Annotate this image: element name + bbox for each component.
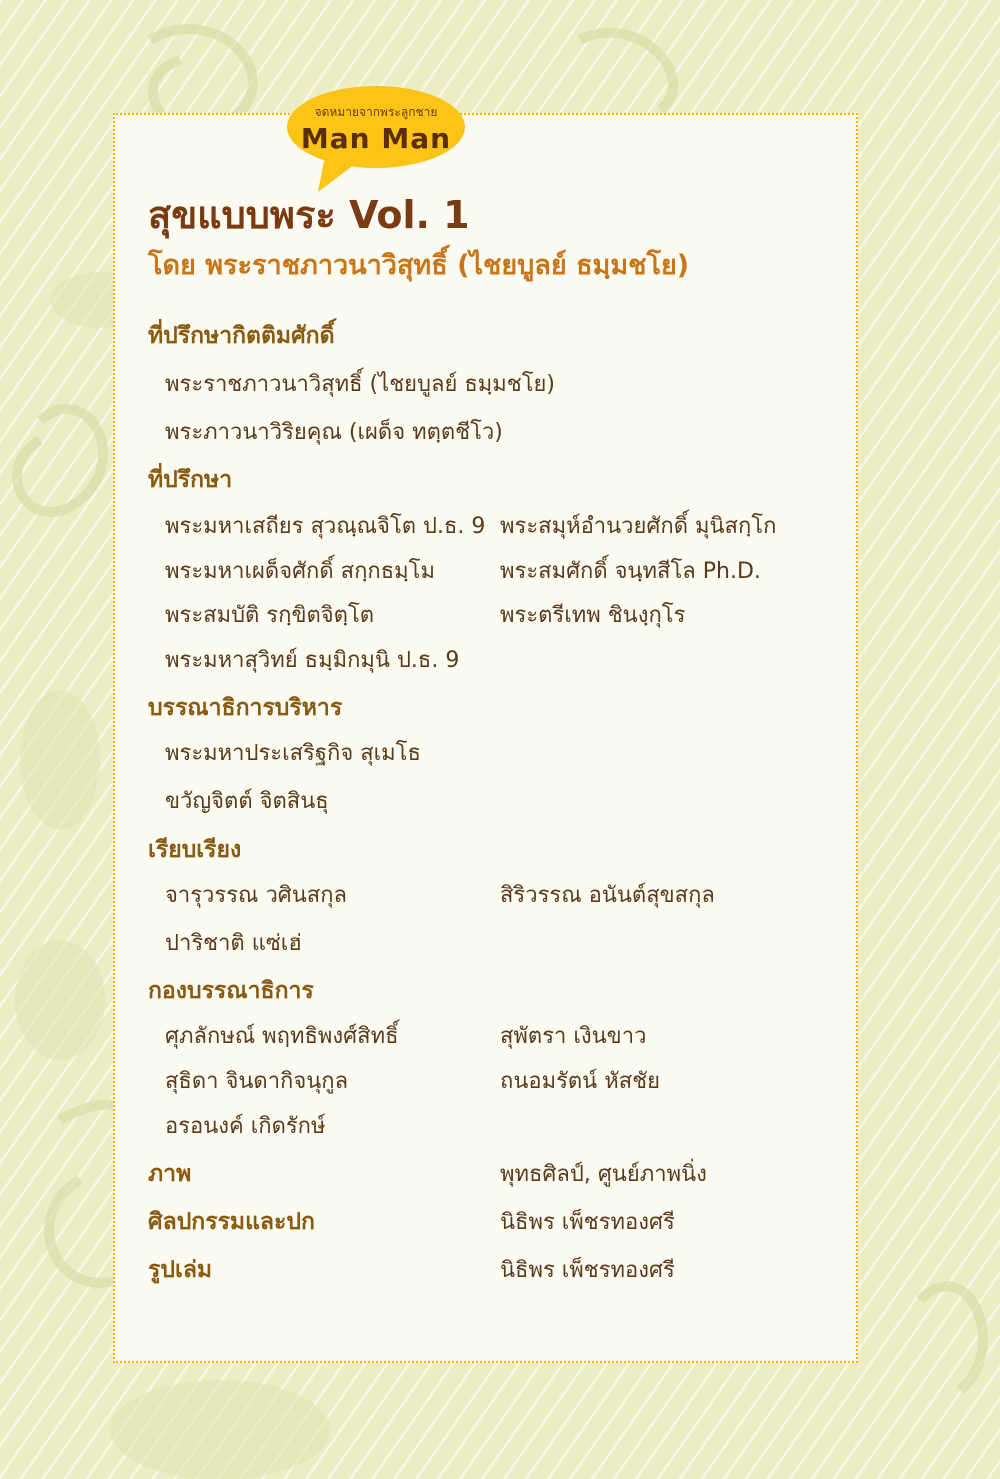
compiler-name: ปาริชาติ แซ่เฮ่ bbox=[165, 931, 302, 956]
compilers-heading: เรียบเรียง bbox=[148, 837, 242, 863]
advisor-name: พระสมบัติ รกฺขิตจิตฺโต bbox=[165, 603, 375, 628]
advisor-name: พระมหาเผด็จศักดิ์ สกฺกธมฺโม bbox=[165, 559, 435, 584]
bubble-big-text: Man Man bbox=[300, 122, 452, 155]
editorial-board-name: ศุภลักษณ์ พฤทธิพงศ์สิทธิ์ bbox=[165, 1024, 399, 1049]
honorary-advisor-name: พระภาวนาวิริยคุณ (เผด็จ ทตฺตชีโว) bbox=[165, 420, 503, 445]
credit-label-art-cover: ศิลปกรรมและปก bbox=[148, 1209, 315, 1235]
advisor-name: พระมหาเสถียร สุวณฺณจิโต ป.ธ. 9 bbox=[165, 514, 486, 539]
editorial-board-name: อรอนงค์ เกิดรักษ์ bbox=[165, 1114, 326, 1139]
compiler-name: สิริวรรณ อนันต์สุขสกุล bbox=[500, 883, 715, 908]
editorial-board-name: ถนอมรัตน์ หัสชัย bbox=[500, 1069, 660, 1094]
honorary-advisors-heading: ที่ปรึกษากิตติมศักดิ์ bbox=[148, 323, 335, 349]
honorary-advisor-name: พระราชภาวนาวิสุทธิ์ (ไชยบูลย์ ธมฺมชโย) bbox=[165, 372, 555, 397]
credit-label-layout: รูปเล่ม bbox=[148, 1257, 213, 1283]
credit-value-art-cover: นิธิพร เพ็ชรทองศรี bbox=[500, 1210, 675, 1235]
book-title: สุขแบบพระ Vol. 1 bbox=[148, 193, 470, 237]
credit-label-photos: ภาพ bbox=[148, 1161, 192, 1187]
credit-value-layout: นิธิพร เพ็ชรทองศรี bbox=[500, 1258, 675, 1283]
bubble-small-text: จดหมายจากพระลูกชาย bbox=[314, 105, 438, 119]
advisor-name: พระตรีเทพ ชินงฺกุโร bbox=[500, 603, 686, 628]
editorial-board-heading: กองบรรณาธิการ bbox=[148, 978, 314, 1004]
executive-editor-name: พระมหาประเสริฐกิจ สุเมโธ bbox=[165, 741, 421, 766]
editorial-board-name: สุธิดา จินดากิจนุกูล bbox=[165, 1069, 349, 1094]
advisor-name: พระมหาสุวิทย์ ธมฺมิกมุนิ ป.ธ. 9 bbox=[165, 648, 460, 673]
executive-editor-name: ขวัญจิตต์ จิตสินธุ bbox=[165, 789, 329, 814]
advisors-heading: ที่ปรึกษา bbox=[148, 467, 233, 493]
advisor-name: พระสมศักดิ์ จนฺทสีโล Ph.D. bbox=[500, 559, 761, 584]
executive-editors-heading: บรรณาธิการบริหาร bbox=[148, 695, 343, 721]
advisor-name: พระสมุห์อำนวยศักดิ์ มุนิสกฺโก bbox=[500, 514, 777, 539]
compiler-name: จารุวรรณ วศินสกุล bbox=[165, 883, 348, 908]
editorial-board-name: สุพัตรา เงินขาว bbox=[500, 1024, 647, 1049]
book-author: โดย พระราชภาวนาวิสุทธิ์ (ไชยบูลย์ ธมฺมชโย) bbox=[148, 250, 690, 281]
credit-value-photos: พุทธศิลป์, ศูนย์ภาพนิ่ง bbox=[500, 1162, 707, 1187]
